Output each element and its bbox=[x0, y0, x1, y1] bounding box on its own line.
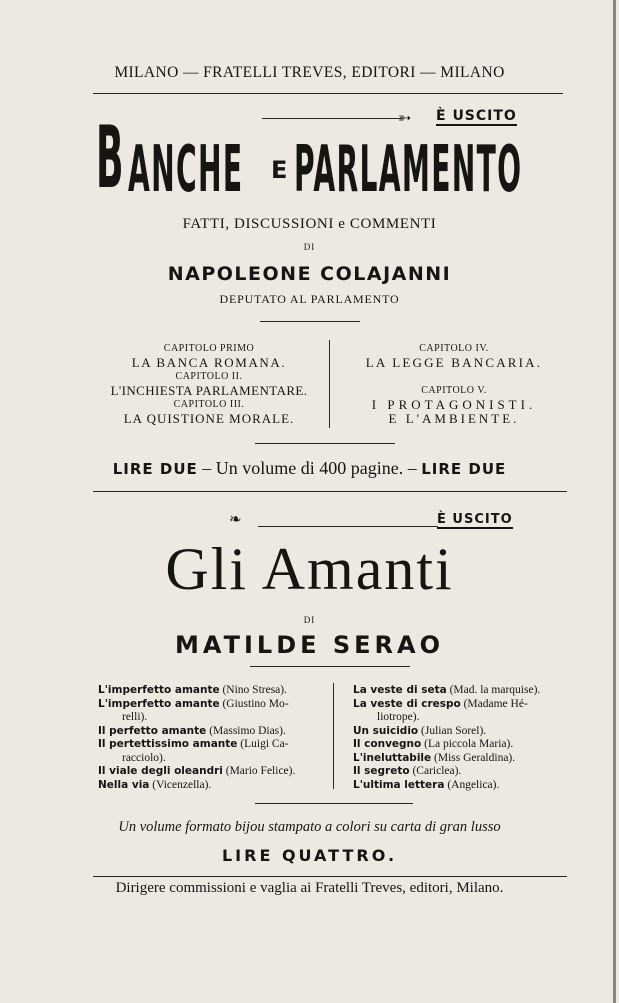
work-item: L'imperfetto amante (Nino Stresa). bbox=[98, 684, 287, 696]
works-left bbox=[98, 684, 295, 792]
author-rule bbox=[250, 666, 410, 667]
footer-note: Dirigere commissioni e vaglia ai Fratelli Treves, editori, Milano. bbox=[115, 880, 504, 896]
work-item: L'imperfetto amante (Giustino Mo- bbox=[98, 697, 289, 710]
chapters-left bbox=[100, 342, 318, 426]
book1-author: NAPOLEONE COLAJANNI bbox=[167, 263, 452, 285]
book2-price: LIRE QUATTRO. bbox=[221, 846, 398, 865]
work-item: Un suicidio (Julian Sorel). bbox=[353, 724, 487, 737]
work-item-cont: liotrope). bbox=[377, 711, 420, 723]
book1-di: DI bbox=[303, 242, 316, 252]
works-rule bbox=[255, 803, 413, 804]
ornament-icon: ❧ bbox=[229, 512, 242, 528]
chapter-number: CAPITOLO PRIMO bbox=[163, 343, 255, 354]
announcement-line-1 bbox=[262, 118, 402, 119]
ornament-icon: ➳ bbox=[398, 110, 412, 127]
book1-subtitle: FATTI, DISCUSSIONI e COMMENTI bbox=[182, 216, 437, 232]
chapter-title: LA BANCA ROMANA. bbox=[131, 355, 287, 370]
price-label-left: LIRE DUE bbox=[112, 460, 198, 478]
chapter-number: CAPITOLO V. bbox=[421, 385, 487, 396]
footer-rule bbox=[93, 876, 567, 877]
section-rule bbox=[93, 491, 567, 492]
price-text: – Un volume di 400 pagine. – bbox=[197, 458, 422, 478]
work-item: Il perfetto amante (Massimo Dias). bbox=[98, 724, 286, 737]
role-rule bbox=[260, 321, 360, 322]
book1-title-connector: E bbox=[271, 156, 288, 184]
chapter-title: LA QUISTIONE MORALE. bbox=[123, 411, 295, 426]
publisher-header: MILANO — FRATELLI TREVES, EDITORI — MILANO bbox=[114, 64, 505, 81]
works-right bbox=[353, 684, 540, 792]
work-item: Il segreto (Cariclea). bbox=[353, 765, 462, 777]
work-item-cont: relli). bbox=[122, 711, 148, 723]
book2-title: Gli Amanti bbox=[165, 536, 454, 602]
book2-di: DI bbox=[303, 615, 316, 625]
chapter-number: CAPITOLO IV. bbox=[419, 343, 489, 354]
work-item: Nella via (Vicenzella). bbox=[98, 778, 212, 791]
announcement-2: È USCITO bbox=[437, 512, 513, 527]
work-item: La veste di crespo (Madame Hé- bbox=[353, 697, 528, 710]
announcement-1: È USCITO bbox=[436, 108, 517, 124]
book1-title-initial: B bbox=[96, 108, 123, 208]
announcement-line-2 bbox=[258, 526, 438, 527]
chapters-divider bbox=[329, 340, 330, 428]
works-divider bbox=[333, 683, 334, 789]
book1-author-role: DEPUTATO AL PARLAMENTO bbox=[219, 292, 400, 306]
price-label-right: LIRE DUE bbox=[421, 460, 507, 478]
header-rule bbox=[93, 93, 563, 94]
book2-author: MATILDE SERAO bbox=[175, 631, 444, 659]
book1-price-line bbox=[0, 458, 619, 479]
work-item: Il pertettissimo amante (Luigi Ca- bbox=[98, 738, 289, 750]
chapter-title-cont: E L'AMBIENTE. bbox=[388, 411, 520, 426]
work-item-cont: racciolo). bbox=[122, 751, 166, 764]
chapter-number: CAPITOLO III. bbox=[173, 399, 245, 410]
chapter-title: LA LEGGE BANCARIA. bbox=[365, 355, 543, 370]
work-item: L'ineluttabile (Miss Geraldina). bbox=[353, 751, 516, 764]
work-item: Il viale degli oleandri (Mario Felice). bbox=[98, 765, 296, 777]
book2-format-note: Un volume formato bijou stampato a colori su carta di gran lusso bbox=[118, 819, 501, 835]
chapters-right bbox=[340, 342, 568, 426]
chapters-rule bbox=[255, 443, 395, 444]
chapter-number: CAPITOLO II. bbox=[175, 371, 243, 382]
work-item: L'ultima lettera (Angelica). bbox=[353, 778, 500, 791]
work-item: Il convegno (La piccola Maria). bbox=[353, 738, 514, 750]
book1-title-rest1: ANCHE bbox=[128, 133, 244, 207]
chapter-title: L'INCHIESTA PARLAMENTARE. bbox=[110, 383, 308, 398]
work-item: La veste di seta (Mad. la marquise). bbox=[353, 684, 541, 696]
book1-title-word2: PARLAMENTO bbox=[294, 133, 523, 207]
chapter-title: I PROTAGONISTI. bbox=[371, 397, 537, 412]
